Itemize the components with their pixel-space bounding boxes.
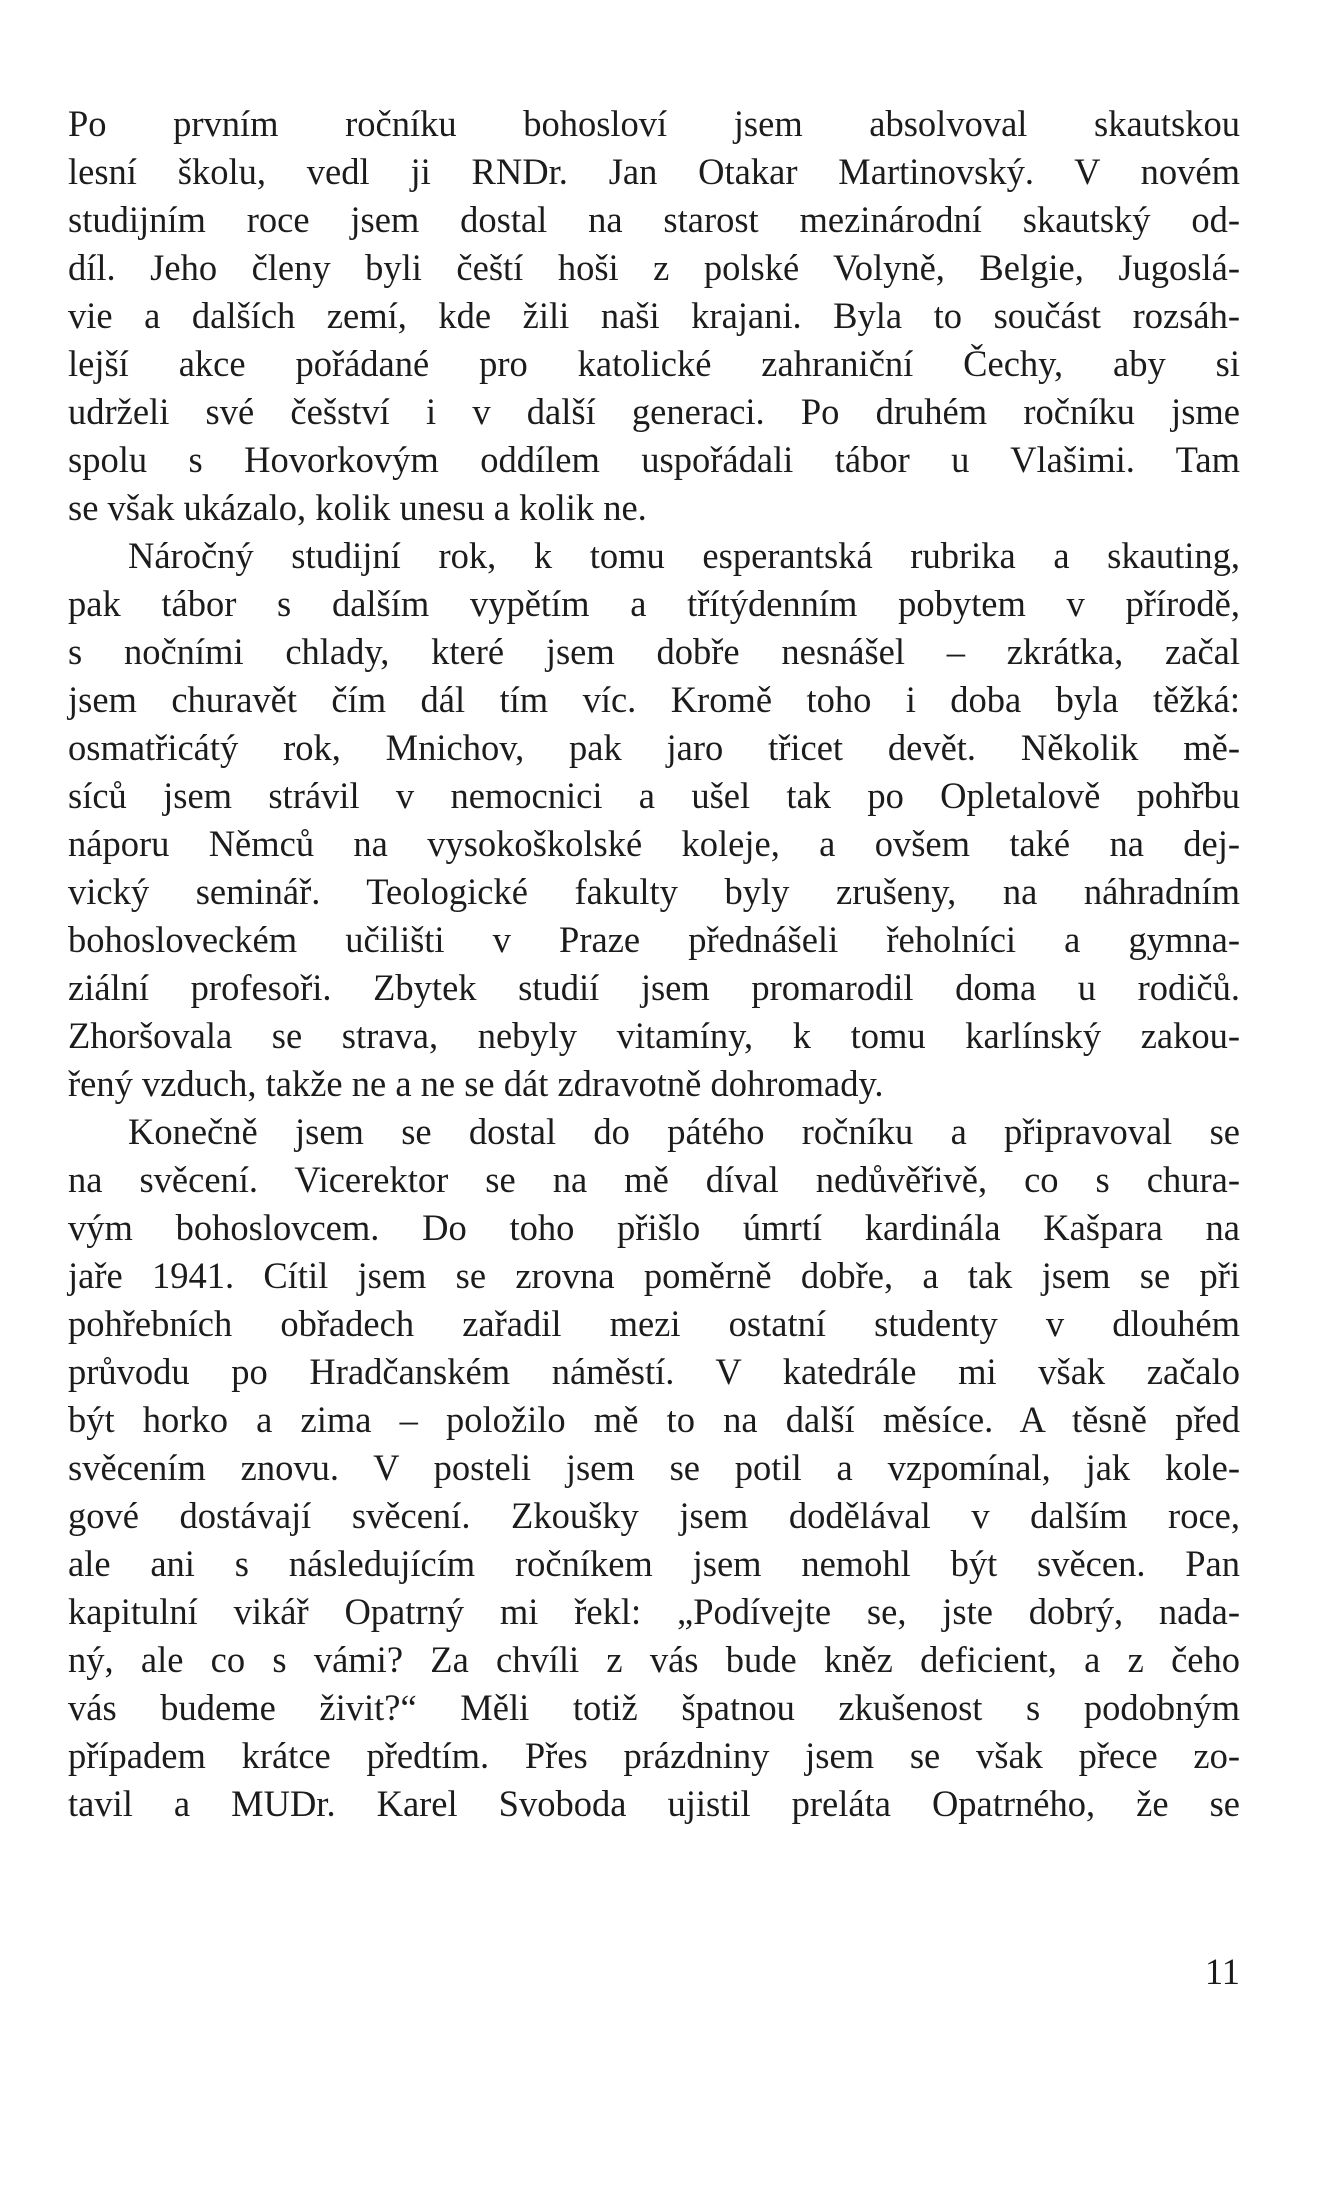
text-line: pak tábor s dalším vypětím a třítýdenním pobytem v přírodě, xyxy=(68,583,1240,624)
text-line: ale ani s následujícím ročníkem jsem nemohl být svěcen. Pan xyxy=(68,1543,1240,1584)
text-line: Zhoršovala se strava, nebyly vitamíny, k tomu karlínský zakou- xyxy=(68,1015,1240,1056)
text-line: vie a dalších zemí, kde žili naši krajani. Byla to součást rozsáh- xyxy=(68,295,1240,336)
text-line: spolu s Hovorkovým oddílem uspořádali tábor u Vlašimi. Tam xyxy=(68,439,1240,480)
text-line: s nočními chlady, které jsem dobře nesnášel – zkrátka, začal xyxy=(68,631,1240,672)
text-line: řený vzduch, takže ne a ne se dát zdravotně dohromady. xyxy=(68,1063,884,1104)
text-line: jaře 1941. Cítil jsem se zrovna poměrně dobře, a tak jsem se při xyxy=(68,1255,1240,1296)
text-line: udrželi své češství i v další generaci. Po druhém ročníku jsme xyxy=(68,391,1240,432)
text-line: Náročný studijní rok, k tomu esperantská rubrika a skauting, xyxy=(128,535,1240,576)
text-line: osmatřicátý rok, Mnichov, pak jaro třicet devět. Několik mě- xyxy=(68,727,1240,768)
text-line: lesní školu, vedl ji RNDr. Jan Otakar Martinovský. V novém xyxy=(68,151,1240,192)
text-line: pohřebních obřadech zařadil mezi ostatní studenty v dlouhém xyxy=(68,1303,1240,1344)
text-line: gové dostávají svěcení. Zkoušky jsem dodělával v dalším roce, xyxy=(68,1495,1240,1536)
text-line: případem krátce předtím. Přes prázdniny jsem se však přece zo- xyxy=(68,1735,1240,1776)
text-line: Po prvním ročníku bohosloví jsem absolvoval skautskou xyxy=(68,103,1240,144)
text-line: díl. Jeho členy byli čeští hoši z polské Volyně, Belgie, Jugoslá- xyxy=(68,247,1240,288)
text-line: jsem churavět čím dál tím víc. Kromě toho i doba byla těžká: xyxy=(68,679,1240,720)
text-line: ziální profesoři. Zbytek studií jsem promarodil doma u rodičů. xyxy=(68,967,1240,1008)
text-line: být horko a zima – položilo mě to na další měsíce. A těsně před xyxy=(68,1399,1240,1440)
text-line: se však ukázalo, kolik unesu a kolik ne. xyxy=(68,487,647,528)
text-line: vický seminář. Teologické fakulty byly zrušeny, na náhradním xyxy=(68,871,1240,912)
text-line: kapitulní vikář Opatrný mi řekl: „Podívejte se, jste dobrý, nada- xyxy=(68,1591,1240,1632)
text-line: na svěcení. Vicerektor se na mě díval nedůvěřivě, co s chura- xyxy=(68,1159,1240,1200)
text-line: vás budeme živit?“ Měli totiž špatnou zkušenost s podobným xyxy=(68,1687,1240,1728)
page-number: 11 xyxy=(1204,1951,1240,1992)
text-line: tavil a MUDr. Karel Svoboda ujistil preláta Opatrného, že se xyxy=(68,1783,1240,1824)
text-line: náporu Němců na vysokoškolské koleje, a ovšem také na dej- xyxy=(68,823,1240,864)
text-line: síců jsem strávil v nemocnici a ušel tak po Opletalově pohřbu xyxy=(68,775,1240,816)
text-line: svěcením znovu. V posteli jsem se potil a vzpomínal, jak kole- xyxy=(68,1447,1240,1488)
text-line: ný, ale co s vámi? Za chvíli z vás bude kněz deficient, a z čeho xyxy=(68,1639,1240,1680)
text-line: průvodu po Hradčanském náměstí. V katedrále mi však začalo xyxy=(68,1351,1240,1392)
text-line: Konečně jsem se dostal do pátého ročníku a připravoval se xyxy=(128,1111,1240,1152)
text-line: lejší akce pořádané pro katolické zahraniční Čechy, aby si xyxy=(68,343,1240,384)
text-line: bohosloveckém učilišti v Praze přednášeli řeholníci a gymna- xyxy=(68,919,1240,960)
text-line: vým bohoslovcem. Do toho přišlo úmrtí kardinála Kašpara na xyxy=(68,1207,1240,1248)
text-line: studijním roce jsem dostal na starost mezinárodní skautský od- xyxy=(68,199,1240,240)
